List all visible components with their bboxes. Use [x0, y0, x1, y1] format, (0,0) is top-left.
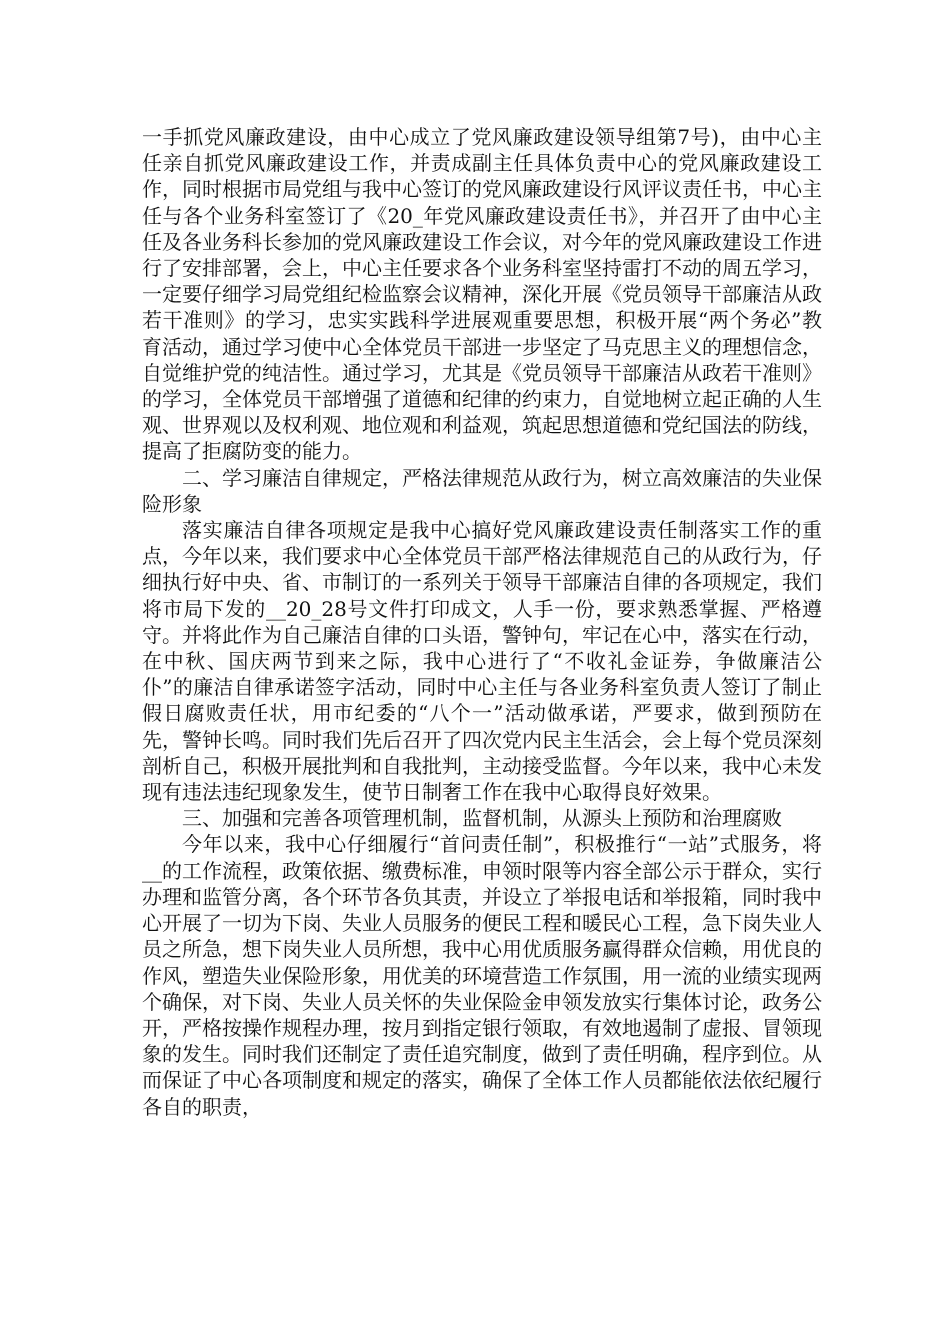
document-body	[142, 124, 822, 1120]
paragraph-self-discipline: 落实廉洁自律各项规定是我中心搞好党风廉政建设责任制落实工作的重点，今年以来，我们要求中心全体党员干部严格法律规范自己的从政行为，仔细执行好中央、省、市制订的一系列关于领导干部廉洁自律的各项规定，我们将市局下发的__20_28号文件打印成文，人手一份，要求熟悉掌握、严格遵守。并将此作为自己廉洁自律的口头语，警钟句，牢记在心中，落实在行动，在中秋、国庆两节到来之际，我中心进行了“不收礼金证券，争做廉洁公仆”的廉洁自律承诺签字活动，同时中心主任与各业务科室负责人签订了制止假日腐败责任状，用市纪委的“八个一”活动做承诺，严要求，做到预防在先，警钟长鸣。同时我们先后召开了四次党内民主生活会，会上每个党员深刻剖析自己，积极开展批判和自我批判，主动接受监督。今年以来，我中心未发现有违法违纪现象发生，使节日制奢工作在我中心取得良好效果。	[142, 518, 822, 805]
section-heading-2: 二、学习廉洁自律规定，严格法律规范从政行为，树立高效廉洁的失业保险形象	[142, 465, 822, 516]
paragraph-continuation: 一手抓党风廉政建设，由中心成立了党风廉政建设领导组第7号)，由中心主任亲自抓党风廉政建设工作，并责成副主任具体负责中心的党风廉政建设工作，同时根据市局党组与我中心签订的党风廉政建设行风评议责任书，中心主任与各个业务科室签订了《20_年党风廉政建设责任书》，并召开了由中心主任及各业务科长参加的党风廉政建设工作会议，对今年的党风廉政建设工作进行了安排部署，会上，中心主任要求各个业务科室坚持雷打不动的周五学习，一定要仔细学习局党组纪检监察会议精神，深化开展《党员领导干部廉洁从政若干准则》的学习，忠实实践科学进展观重要思想，积极开展“两个务必”教育活动，通过学习使中心全体党员干部进一步坚定了马克思主义的理想信念，自觉维护党的纯洁性。通过学习，尤其是《党员领导干部廉洁从政若干准则》的学习，全体党员干部增强了道德和纪律的约束力，自觉地树立起正确的人生观、世界观以及权利观、地位观和利益观，筑起思想道德和党纪国法的防线，提高了拒腐防变的能力。	[142, 125, 822, 464]
paragraph-management: 今年以来，我中心仔细履行“首问责任制”，积极推行“一站”式服务，将__的工作流程，政策依据、缴费标准，申领时限等内容全部公示于群众，实行办理和监管分离，各个环节各负其责，并设立了举报电话和举报箱，同时我中心开展了一切为下岗、失业人员服务的便民工程和暖民心工程，急下岗失业人员之所急，想下岗失业人员所想，我中心用优质服务赢得群众信赖，用优良的作风，塑造失业保险形象，用优美的环境营造工作氛围，用一流的业绩实现两个确保，对下岗、失业人员关怀的失业保险金申领发放实行集体讨论，政务公开，严格按操作规程办理，按月到指定银行领取，有效地遏制了虚报、冒领现象的发生。同时我们还制定了责任追究制度，做到了责任明确，程序到位。从而保证了中心各项制度和规定的落实，确保了全体工作人员都能依法依纪履行各自的职责，	[142, 832, 822, 1119]
section-heading-3: 三、加强和完善各项管理机制，监督机制，从源头上预防和治理腐败	[182, 806, 782, 831]
